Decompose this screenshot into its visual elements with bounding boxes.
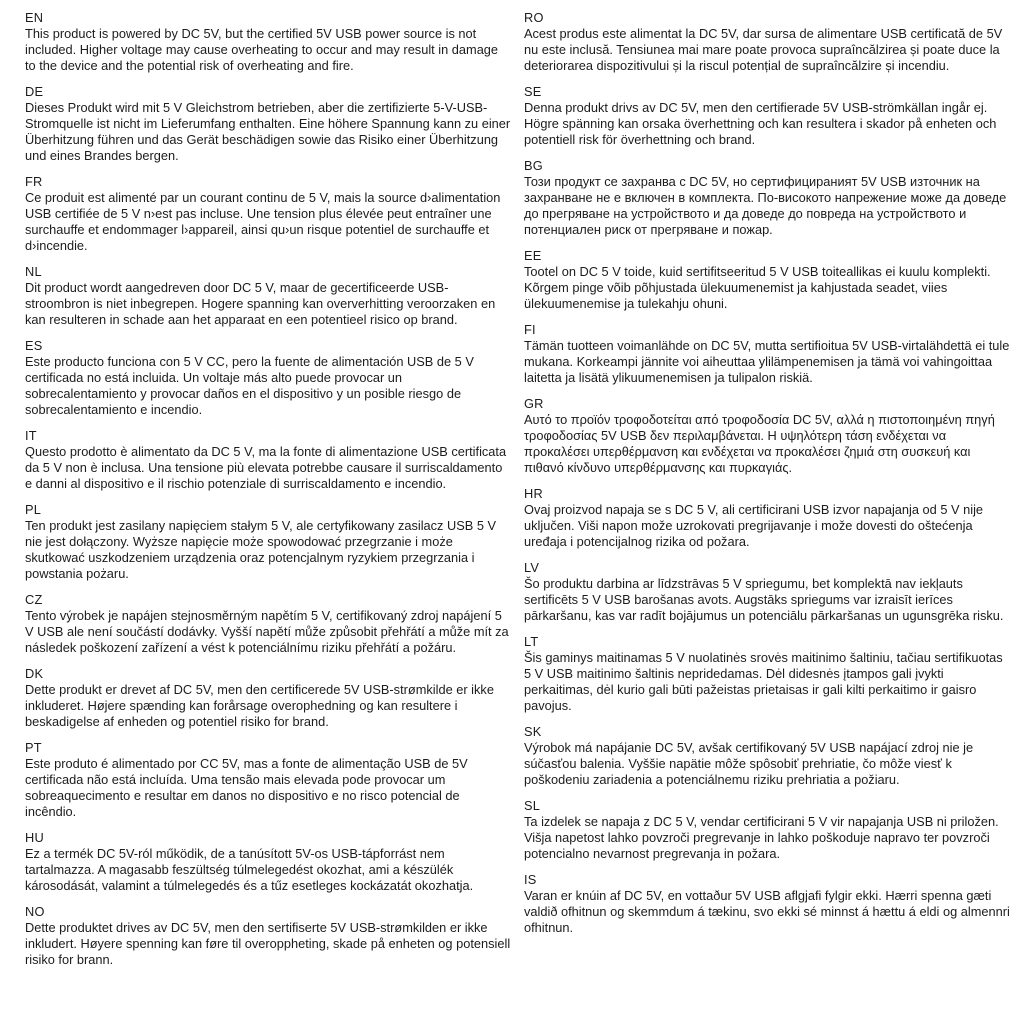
- language-section-lv: [524, 560, 1010, 624]
- language-text: Dit product wordt aangedreven door DC 5 V, maar de gecertificeerde USB-stroombron is niet inbegrepen. Hogere spanning kan oververhitting veroorzaken en kan resulteren in schade aan het apparaat en een potentieel risico op brand.: [25, 280, 496, 327]
- language-section-dk: [25, 666, 511, 730]
- language-text: Este producto funciona con 5 V CC, pero la fuente de alimentación USB de 5 V certificada no está incluida. Un voltaje más alto puede provocar un sobrecalentamiento y provocar daños en el dispositivo y un posible riesgo de sobrecalentamiento e incendio.: [25, 354, 474, 417]
- language-section-cz: [25, 592, 511, 656]
- language-text: Acest produs este alimentat la DC 5V, dar sursa de alimentare USB certificată de 5V nu este inclusă. Tensiunea mai mare poate provoca supraîncălzirea și poate duce la deteriorarea dispozitivului și la riscul potențial de supraîncălzire și incendiu.: [524, 26, 1003, 73]
- language-text: Šis gaminys maitinamas 5 V nuolatinės srovės maitinimo šaltiniu, tačiau sertifikuotas 5 V USB maitinimo šaltinis nepridedamas. Dėl didesnės įtampos gali įvykti perkaitimas, dėl kurio gali būti pažeistas prietaisas ir gali kilti perkaitimo ir gaisro pavojus.: [524, 650, 1003, 713]
- language-code: NO: [25, 904, 45, 919]
- language-text: Tootel on DC 5 V toide, kuid sertifitseeritud 5 V USB toiteallikas ei kuulu komplekti. Kõrgem pinge võib põhjustada ülekuumenemist ja kahjustada seadet, viies ülekuumenemise ja tulekahju ohuni.: [524, 264, 991, 311]
- language-text: Výrobok má napájanie DC 5V, avšak certifikovaný 5V USB napájací zdroj nie je súčasťou balenia. Vyššie napätie môže spôsobiť prehriatie, čo môže viesť k poškodeniu zariadenia a potenciálnemu riziku prehriatia a požiaru.: [524, 740, 974, 787]
- language-code: SK: [524, 724, 542, 739]
- right-column: [524, 10, 1010, 1024]
- language-code: HU: [25, 830, 44, 845]
- language-text: Ta izdelek se napaja z DC 5 V, vendar certificirani 5 V vir napajanja USB ni priložen. Višja napetost lahko povzroči pregrevanje in lahko poškoduje napravo ter povzroči potencialno nevarnost pregrevanja in požara.: [524, 814, 999, 861]
- language-section-pt: [25, 740, 511, 820]
- language-code: PL: [25, 502, 42, 517]
- language-text: Questo prodotto è alimentato da DC 5 V, ma la fonte di alimentazione USB certificata da 5 V non è inclusa. Una tensione più elevata potrebbe causare il surriscaldamento e danni al dispositivo e il rischio potenziale di surriscaldamento e incendio.: [25, 444, 507, 491]
- language-section-ee: [524, 248, 1010, 312]
- language-section-pl: [25, 502, 511, 582]
- language-text: Ez a termék DC 5V-ról működik, de a tanúsított 5V-os USB-tápforrást nem tartalmazza. A magasabb feszültség túlmelegedést okozhat, ami a készülék károsodását, valamint a túlmelegedés és a tűz esetleges kockázatát okozhatja.: [25, 846, 474, 893]
- language-section-de: [25, 84, 511, 164]
- language-code: BG: [524, 158, 543, 173]
- language-text: Dette produkt er drevet af DC 5V, men den certificerede 5V USB-strømkilde er ikke inkluderet. Højere spænding kan forårsage overophedning og kan resultere i beskadigelse af enheden og potentiel risiko for brand.: [25, 682, 494, 729]
- language-code: DK: [25, 666, 44, 681]
- language-text: Este produto é alimentado por CC 5V, mas a fonte de alimentação USB de 5V certificada não está incluída. Uma tensão mais elevada pode provocar um sobreaquecimento e resultar em danos no dispositivo e no risco potencial de incêndio.: [25, 756, 468, 819]
- language-section-no: [25, 904, 511, 968]
- language-code: FR: [25, 174, 43, 189]
- language-code: EE: [524, 248, 542, 263]
- language-section-is: [524, 872, 1010, 936]
- language-text: Ce produit est alimenté par un courant continu de 5 V, mais la source d›alimentation USB certifiée de 5 V n›est pas incluse. Une tension plus élevée peut entraîner une surchauffe et endommager l›appareil, ainsi qu›un risque potentiel de surchauffe et d›incendie.: [25, 190, 501, 253]
- language-text: Dieses Produkt wird mit 5 V Gleichstrom betrieben, aber die zertifizierte 5-V-USB-Stromquelle ist nicht im Lieferumfang enthalten. Eine höhere Spannung kann zu einer Überhitzung führen und das Gerät beschädigen sowie das Risiko einer Überhitzung und eines Brandes bergen.: [25, 100, 511, 163]
- language-text: Varan er knúin af DC 5V, en vottaður 5V USB aflgjafi fylgir ekki. Hærri spenna gæti valdið ofhitnun og skemmdum á tækinu, svo ekki sé minnst á hættu á eldi og almennri ofhitnun.: [524, 888, 1010, 935]
- language-section-se: [524, 84, 1010, 148]
- language-text: Ovaj proizvod napaja se s DC 5 V, ali certificirani USB izvor napajanja od 5 V nije uključen. Viši napon može uzrokovati pregrijavanje i može dovesti do oštećenja uređaja i potencijalnog rizika od požara.: [524, 502, 984, 549]
- language-section-en: [25, 10, 511, 74]
- language-text: Αυτό το προϊόν τροφοδοτείται από τροφοδοσία DC 5V, αλλά η πιστοποιημένη πηγή τροφοδοσίας 5V USB δεν περιλαμβάνεται. Η υψηλότερη τάση ενδέχεται να προκαλέσει υπερθέρμανση και ενδέχεται να προκαλέσει ζημιά στη συσκευή και πιθανό κίνδυνο υπερθέρμανσης και πυρκαγιάς.: [524, 412, 995, 475]
- language-section-gr: [524, 396, 1010, 476]
- language-text: Tento výrobek je napájen stejnosměrným napětím 5 V, certifikovaný zdroj napájení 5 V USB ale není součástí dodávky. Vyšší napětí může způsobit přehřátí a může mít za následek poškození zařízení a vést k potenciálnímu riziku přehřátí a požáru.: [25, 608, 509, 655]
- language-code: GR: [524, 396, 544, 411]
- language-section-sl: [524, 798, 1010, 862]
- language-section-ro: [524, 10, 1010, 74]
- language-section-bg: [524, 158, 1010, 238]
- language-code: SL: [524, 798, 541, 813]
- language-code: FI: [524, 322, 536, 337]
- language-text: This product is powered by DC 5V, but the certified 5V USB power source is not included. Higher voltage may cause overheating to occur and may result in damage to the device and the potential risk of overheating and fire.: [25, 26, 499, 73]
- language-code: LT: [524, 634, 539, 649]
- language-section-lt: [524, 634, 1010, 714]
- language-code: EN: [25, 10, 44, 25]
- language-section-fi: [524, 322, 1010, 386]
- language-section-fr: [25, 174, 511, 254]
- language-code: ES: [25, 338, 43, 353]
- language-section-es: [25, 338, 511, 418]
- language-code: IS: [524, 872, 537, 887]
- language-text: Dette produktet drives av DC 5V, men den sertifiserte 5V USB-strømkilden er ikke inkludert. Høyere spenning kan føre til overoppheting, skade på enheten og potensiell risiko for brann.: [25, 920, 511, 967]
- language-code: LV: [524, 560, 540, 575]
- language-section-it: [25, 428, 511, 492]
- language-text: Denna produkt drivs av DC 5V, men den certifierade 5V USB-strömkällan ingår ej. Högre spänning kan orsaka överhettning och kan resultera i skador på enheten och potentiell risk för överhettning och brand.: [524, 100, 997, 147]
- language-section-sk: [524, 724, 1010, 788]
- left-column: [25, 10, 511, 1024]
- language-code: HR: [524, 486, 543, 501]
- language-text: Šo produktu darbina ar līdzstrāvas 5 V spriegumu, bet komplektā nav iekļauts sertificēts 5 V USB barošanas avots. Augstāks spriegums var izraisīt ierīces pārkaršanu, kas var radīt bojājumus un potenciālu pārkaršanas un ugunsgrēka risku.: [524, 576, 1004, 623]
- language-code: NL: [25, 264, 42, 279]
- language-text: Ten produkt jest zasilany napięciem stałym 5 V, ale certyfikowany zasilacz USB 5 V nie jest dołączony. Wyższe napięcie może spowodować przegrzanie i może skutkować uszkodzeniem urządzenia oraz potencjalnym ryzykiem przegrzania i powstania pożaru.: [25, 518, 497, 581]
- language-section-hr: [524, 486, 1010, 550]
- language-code: DE: [25, 84, 44, 99]
- language-text: Tämän tuotteen voimanlähde on DC 5V, mutta sertifioitua 5V USB-virtalähdettä ei tule mukana. Korkeampi jännite voi aiheuttaa ylilämpenemisen ja tämä voi vahingoittaa laitetta ja lisätä ylikuumenemisen ja tulipalon riskiä.: [524, 338, 1010, 385]
- language-code: CZ: [25, 592, 43, 607]
- language-text: Този продукт се захранва с DC 5V, но сертифицираният 5V USB източник на захранване не е включен в комплекта. По-високото напрежение може да доведе до прегряване на устройството и да доведе до повреда на устройството и потенциален риск от прегряване и пожар.: [524, 174, 1007, 237]
- language-section-nl: [25, 264, 511, 328]
- language-code: RO: [524, 10, 544, 25]
- language-section-hu: [25, 830, 511, 894]
- language-code: IT: [25, 428, 37, 443]
- language-code: SE: [524, 84, 542, 99]
- language-code: PT: [25, 740, 42, 755]
